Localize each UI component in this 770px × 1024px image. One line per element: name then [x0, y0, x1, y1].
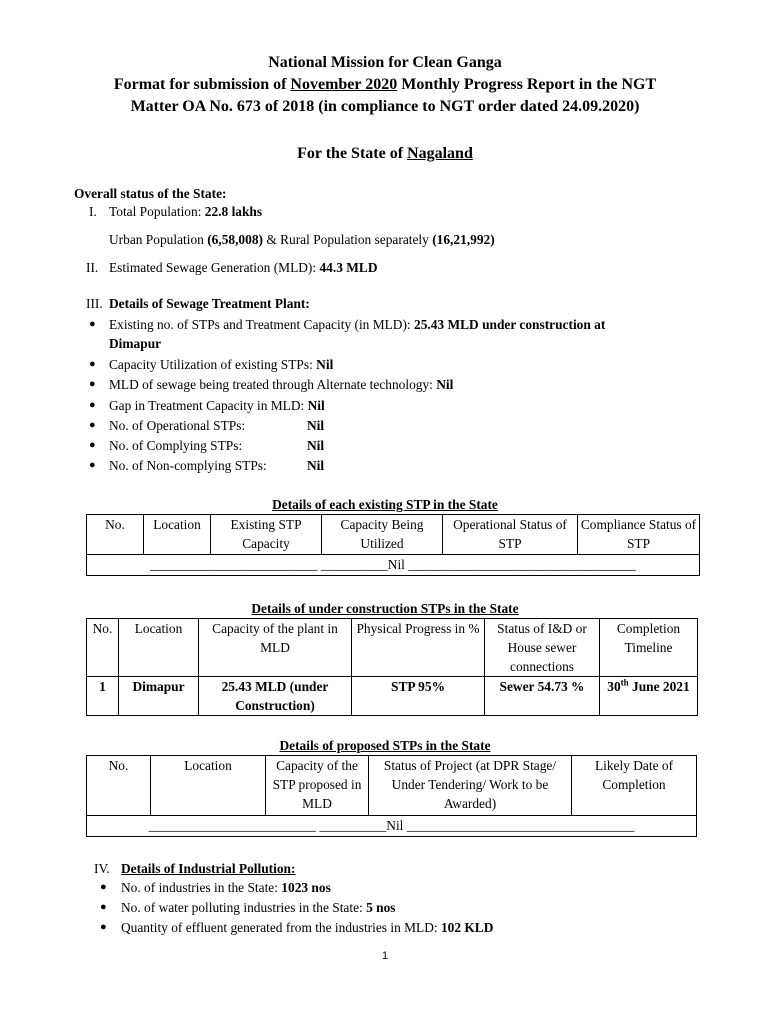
table-header-cell: Completion Timeline [600, 619, 698, 677]
proposed-stp-table [86, 755, 697, 837]
table-header-cell: Capacity Being Utilized [322, 515, 443, 555]
stp-bullet-operational: No. of Operational STPs: [109, 418, 246, 433]
table-header-cell: No. [87, 756, 151, 816]
table-header-row [87, 619, 698, 677]
table-cell: 25.43 MLD (under Construction) [199, 677, 352, 716]
stp-bullet-noncomplying-value: Nil [307, 458, 325, 473]
urban-rural-population: Urban Population (6,58,008) & Rural Population separately (16,21,992) [109, 232, 495, 247]
table-header-cell: No. [87, 515, 144, 555]
stp-bullet-complying-value: Nil [307, 438, 325, 453]
total-population: Total Population: 22.8 lakhs [109, 204, 263, 219]
table-cell: Sewer 54.73 % [485, 677, 600, 716]
table-header-cell: Capacity of the plant in MLD [199, 619, 352, 677]
bullet-icon: ● [89, 318, 96, 330]
table-header-cell: Operational Status of STP [443, 515, 578, 555]
table-header-cell: Capacity of the STP proposed in MLD [266, 756, 369, 816]
table-row [87, 816, 697, 837]
table-header-row [87, 515, 700, 555]
sewage-generation: Estimated Sewage Generation (MLD): 44.3 MLD [109, 260, 378, 275]
stp-bullet-gap: Gap in Treatment Capacity in MLD: Nil [109, 398, 325, 413]
construction-stp-table [86, 618, 698, 716]
section-iii-label: III. [86, 296, 103, 311]
bullet-icon: ● [89, 358, 96, 370]
table-header-cell: No. [87, 619, 119, 677]
bullet-icon: ● [100, 881, 107, 893]
report-month: November 2020 [290, 76, 398, 93]
table-row [87, 555, 700, 576]
bullet-icon: ● [100, 901, 107, 913]
document-subtitle-line: Format for submission of November 2020 Monthly Progress Report in the NGT [113, 76, 657, 93]
table-header-cell: Likely Date of Completion [572, 756, 697, 816]
stp-bullet-utilization: Capacity Utilization of existing STPs: Nil [109, 357, 334, 372]
industries-count: No. of industries in the State: 1023 nos [121, 880, 331, 895]
existing-stp-table [86, 514, 700, 576]
water-polluting-industries: No. of water polluting industries in the State: 5 nos [121, 900, 396, 915]
table-cell: Dimapur [119, 677, 199, 716]
stp-bullet-complying: No. of Complying STPs: [109, 438, 243, 453]
existing-stp-caption: Details of each existing STP in the State [272, 497, 498, 512]
overall-status-heading: Overall status of the State: [74, 186, 227, 201]
section-ii-label: II. [86, 260, 99, 275]
bullet-icon: ● [89, 399, 96, 411]
bullet-icon: ● [89, 378, 96, 390]
table-header-cell: Physical Progress in % [352, 619, 485, 677]
table-header-cell: Location [144, 515, 211, 555]
table-cell: 30th June 2021 [600, 677, 698, 716]
table-header-cell: Existing STP Capacity [211, 515, 322, 555]
table-row [87, 677, 698, 716]
bullet-icon: ● [89, 439, 96, 451]
stp-bullet-operational-value: Nil [307, 418, 325, 433]
table-cell: 1 [87, 677, 119, 716]
stp-details-heading: Details of Sewage Treatment Plant: [109, 296, 310, 311]
nil-row-cell: _________________________ __________Nil __________________________________ [87, 555, 700, 576]
document-subtitle-line-2: Matter OA No. 673 of 2018 (in compliance to NGT order dated 24.09.2020) [130, 98, 640, 115]
document-title: National Mission for Clean Ganga [268, 54, 502, 71]
stp-bullet-noncomplying: No. of Non-complying STPs: [109, 458, 267, 473]
table-header-row [87, 756, 697, 816]
table-header-cell: Compliance Status of STP [578, 515, 700, 555]
industrial-pollution-heading: Details of Industrial Pollution: [121, 861, 296, 876]
proposed-stp-caption: Details of proposed STPs in the State [279, 738, 491, 753]
page-number: 1 [381, 950, 389, 962]
state-name: Nagaland [407, 145, 473, 162]
table-cell: STP 95% [352, 677, 485, 716]
bullet-icon: ● [100, 921, 107, 933]
table-header-cell: Location [119, 619, 199, 677]
section-iv-label: IV. [94, 861, 110, 876]
stp-bullet-existing-cont: Dimapur [109, 336, 162, 351]
table-header-cell: Location [151, 756, 266, 816]
table-header-cell: Status of Project (at DPR Stage/ Under Tendering/ Work to be Awarded) [369, 756, 572, 816]
stp-bullet-alternate: MLD of sewage being treated through Alternate technology: Nil [109, 377, 454, 392]
table-header-cell: Status of I&D or House sewer connections [485, 619, 600, 677]
construction-stp-caption: Details of under construction STPs in the State [251, 601, 519, 616]
stp-bullet-existing: Existing no. of STPs and Treatment Capacity (in MLD): 25.43 MLD under construction at [109, 317, 606, 332]
bullet-icon: ● [89, 459, 96, 471]
effluent-quantity: Quantity of effluent generated from the industries in MLD: 102 KLD [121, 920, 494, 935]
section-i-label: I. [89, 204, 97, 219]
nil-row-cell: _________________________ __________Nil __________________________________ [87, 816, 697, 837]
bullet-icon: ● [89, 419, 96, 431]
state-heading: For the State of Nagaland [297, 145, 473, 162]
